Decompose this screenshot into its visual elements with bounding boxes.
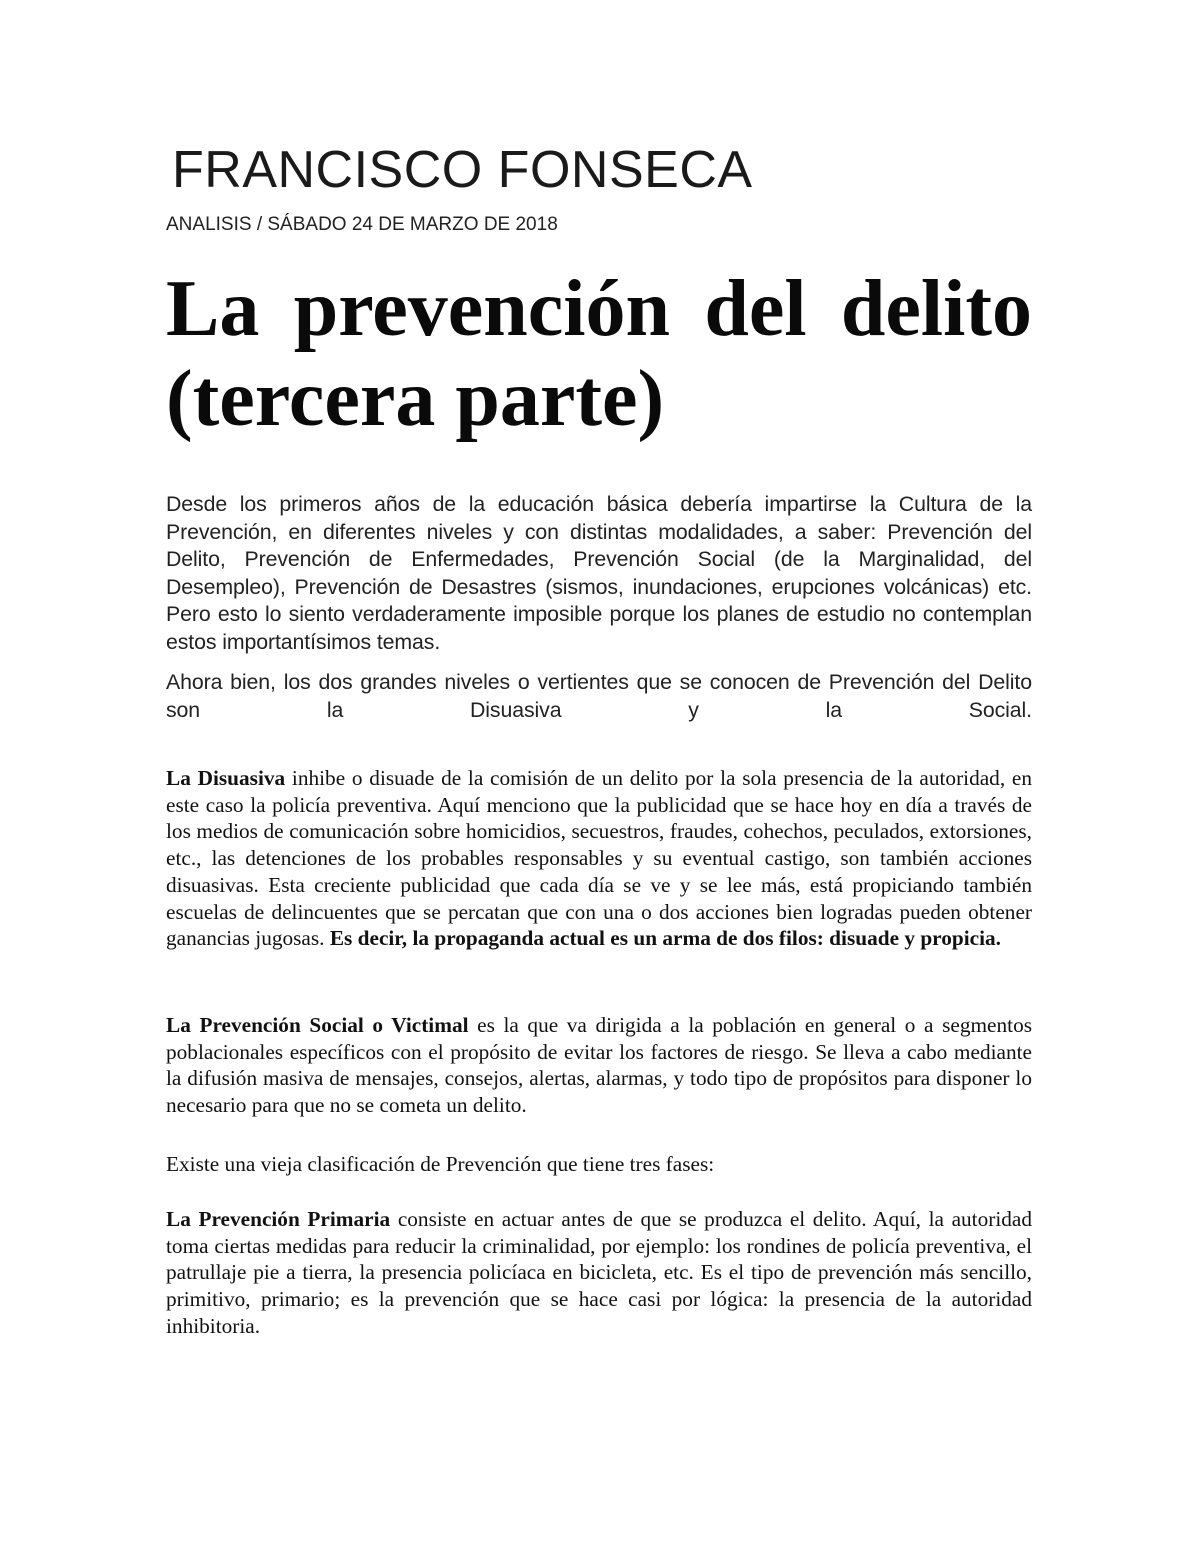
paragraph-classification: Existe una vieja clasificación de Prevención que tiene tres fases: [166,1152,715,1176]
paragraph-levels: Ahora bien, los dos grandes niveles o vertientes que se conocen de Prevención del Delito son la Disuasiva y la Social. [166,670,1032,722]
emphasis-propaganda: Es decir, la propaganda actual es un arma de dos filos: disuade y propicia. [329,926,1001,951]
article-title: La prevención del delito (tercera parte) [166,265,1032,443]
paragraph-social [166,1012,1032,1119]
term-primaria: La Prevención Primaria [166,1207,391,1231]
paragraph-social-text: es la que va dirigida a la población en general o a segmentos poblacionales específicos con el propósito de evitar los factores de riesgo. Se lleva a cabo mediante la difusión masiva de mensajes, consejos, alertas, alarmas, y todo tipo de propósitos para disponer lo necesario para que no se cometa un delito. [166,1013,1033,1118]
paragraph-intro: Desde los primeros años de la educación básica debería impartirse la Cultura de la Prevención, en diferentes niveles y con distintas modalidades, a saber: Prevención del Delito, Prevención de Enfermedades, Prevención Social (de la Marginalidad, del Desempleo), Prevención de Desastres (sismos, inundaciones, erupciones volcánicas) etc. Pero esto lo siento verdaderamente imposible porque los planes de estudio no contemplan estos importantísimos temas. [166,492,1032,654]
term-disuasiva: La Disuasiva [166,766,286,790]
paragraph-primaria [166,1206,1032,1340]
paragraph-primaria-text: consiste en actuar antes de que se produzca el delito. Aquí, la autoridad toma ciertas medidas para reducir la criminalidad, por ejemplo: los rondines de policía preventiva, el patrullaje pie a tierra, la presencia policíaca en bicicleta, etc. Es el tipo de prevención más sencillo, primitivo, primario; es la prevención que se hace casi por lógica: la presencia de la autoridad inhibitoria. [166,1207,1032,1338]
term-social: La Prevención Social o Victimal [166,1013,469,1037]
author-name: FRANCISCO FONSECA [172,141,753,199]
paragraph-disuasiva [166,765,1032,952]
paragraph-disuasiva-text: inhibe o disuade de la comisión de un delito por la sola presencia de la autoridad, en este caso la policía preventiva. Aquí menciono que la publicidad que se hace hoy en día a través de los medios de comunicación sobre homicidios, secuestros, fraudes, cohechos, peculados, extorsiones, etc., las detenciones de los probables responsables y su eventual castigo, son también acciones disuasivas. Esta creciente publicidad que cada día se ve y se lee más, está propiciando también escuelas de delincuentes que se percatan que con una o dos acciones bien logradas pueden obtener ganancias jugosas. [166,766,1032,951]
dateline: ANALISIS / SÁBADO 24 DE MARZO DE 2018 [166,214,558,235]
